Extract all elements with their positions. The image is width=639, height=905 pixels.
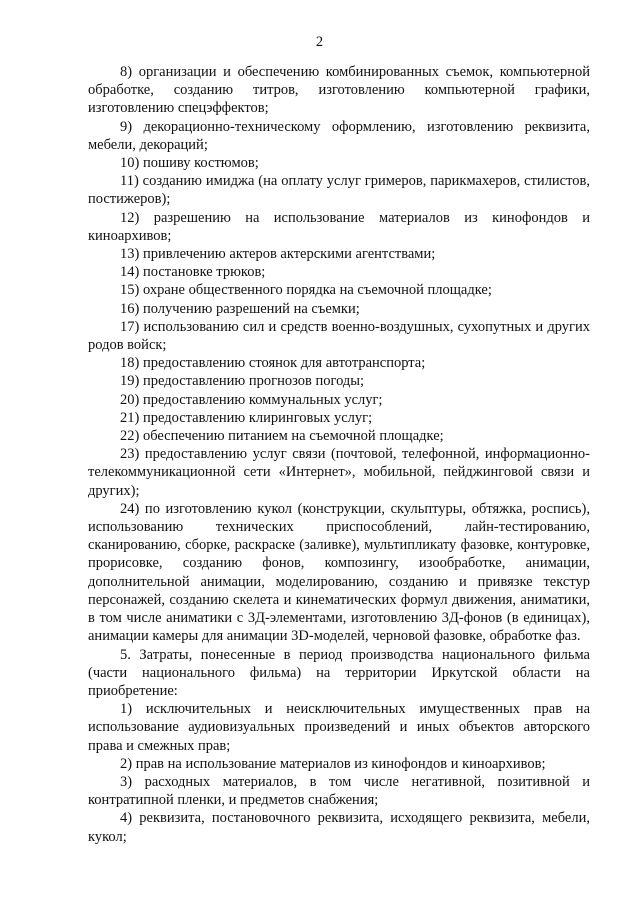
paragraph-item-22: 22) обеспечению питанием на съемочной площадке; [120,428,444,445]
paragraph-item-16: 16) получению разрешений на съемки; [120,300,360,317]
section-5-item-2: 2) прав на использование материалов из кинофондов и киноархивов; [120,755,546,772]
paragraph-item-20: 20) предоставлению коммунальных услуг; [120,391,383,408]
paragraph-item-14: 14) постановке трюков; [120,264,266,281]
paragraph-item-17: 17) использованию сил и средств военно-воздушных, сухопутных и других родов войск; [88,318,590,354]
paragraph-item-23: 23) предоставлению услуг связи (почтовой, телефонной, информационно-телекоммуникационной сети «Интернет», мобильной, пейджинговой связи и других); [88,446,590,499]
section-5-item-3: 3) расходных материалов, в том числе негативной, позитивной и контратипной пленки, и предметов снабжения; [88,773,590,809]
document-body [88,63,590,846]
page-number: 2 [315,34,324,50]
paragraph-item-9: 9) декорационно-техническому оформлению, изготовлению реквизита, мебели, декораций; [88,118,590,153]
section-5-intro: 5. Затраты, понесенные в период производства национального фильма (части национального фильма) на территории Иркутской области на приобретение: [88,646,590,699]
paragraph-item-10: 10) пошиву костюмов; [120,155,259,172]
paragraph-item-15: 15) охране общественного порядка на съемочной площадке; [120,282,492,299]
paragraph-item-21: 21) предоставлению клиринговых услуг; [120,409,373,426]
paragraph-item-12: 12) разрешению на использование материалов из кинофондов и киноархивов; [88,209,590,244]
section-5-item-4: 4) реквизита, постановочного реквизита, исходящего реквизита, мебели, кукол; [88,810,590,845]
paragraph-item-24: 24) по изготовлению кукол (конструкции, скульптуры, обтяжка, роспись), использованию технических приспособлений, лайн-тестированию, сканированию, сборке, раскраске (заливке), мультипликату фазовке, контуровке, прорисовке, созданию фонов, композингу, изообработке, анимации, дополнительной анимации, моделированию, созданию и привязке текстур персонажей, созданию скелета и кинематических формул движения, аниматики, в том числе аниматики с 3Д-элементами, изготовлению 3Д-фонов (в единицах), анимации камеры для анимации 3D-моделей, черновой фазовке, обработке фаз. [88,500,590,645]
paragraph-item-11: 11) созданию имиджа (на оплату услуг гримеров, парикмахеров, стилистов, постижеров); [88,173,590,208]
paragraph-item-13: 13) привлечению актеров актерскими агентствами; [120,246,436,263]
paragraph-item-8: 8) организации и обеспечению комбинированных съемок, компьютерной обработке, созданию титров, изготовлению компьютерной графики, изготовлению спецэффектов; [88,64,590,117]
section-5-item-1: 1) исключительных и неисключительных имущественных прав на использование аудиовизуальных произведений и иных объектов авторского права и смежных прав; [88,701,590,754]
paragraph-item-19: 19) предоставлению прогнозов погоды; [120,373,365,390]
paragraph-item-18: 18) предоставлению стоянок для автотранспорта; [120,355,426,372]
